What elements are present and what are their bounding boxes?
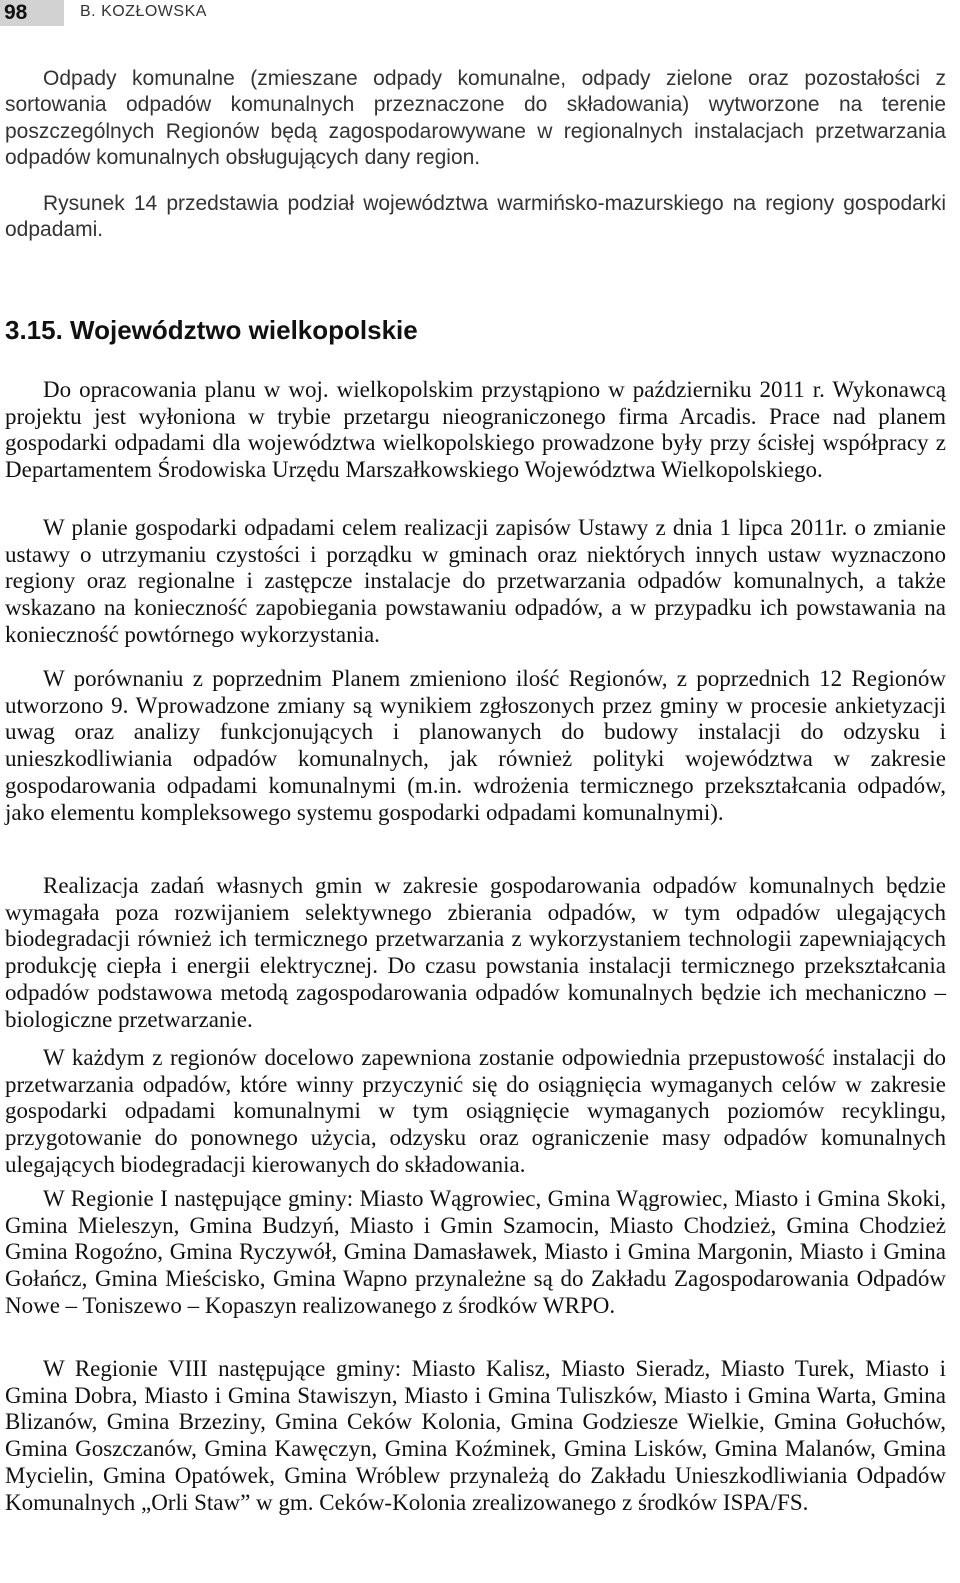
- intro-paragraph: Odpady komunalne (zmieszane odpady komunalne, odpady zielone oraz pozostałości z sortowania odpadów komunalnych przeznaczone do składowania) wytworzone na terenie poszczególnych Regionów będą zagospodarowywane w regionalnych instalacjach przetwarzania odpadów komunalnych obsługujących dany region.: [5, 67, 946, 169]
- body-paragraph: W każdym z regionów docelowo zapewniona zostanie odpowiednia przepustowość instalacji do przetwarzania odpadów, które winny przyczynić się do osiągnięcia wymaganych celów w zakresie gospodarki odpadami komunalnymi w tym osiągnięcie wymaganych poziomów recyklingu, przygotowanie do ponownego użycia, odzysku oraz ograniczenie masy odpadów komunalnych ulegających biodegradacji kierowanych do składowania.: [5, 1045, 946, 1177]
- body-paragraph: Realizacja zadań własnych gmin w zakresie gospodarowania odpadów komunalnych będzie wymagała poza rozwijaniem selektywnego zbierania odpadów, w tym odpadów ulegających biodegradacji również ich termicznego przetwarzania z wykorzystaniem technologii zapewniających produkcję ciepła i energii elektrycznej. Do czasu powstania instalacji termicznego przekształcania odpadów podstawowa metodą zagospodarowania odpadów komunalnych będzie ich mechaniczno – biologiczne przetwarzanie.: [5, 873, 946, 1032]
- body-paragraph: W porównaniu z poprzednim Planem zmieniono ilość Regionów, z poprzednich 12 Regionów utworzono 9. Wprowadzone zmiany są wynikiem zgłoszonych przez gminy w procesie ankietyzacji uwag oraz analizy funkcjonujących i planowanych do budowy instalacji do odzysku i unieszkodliwiania odpadów komunalnych, jak również polityki województwa w zakresie gospodarowania odpadami komunalnymi (m.in. wdrożenia termicznego przekształcania odpadów, jako elementu kompleksowego systemu gospodarki odpadami komunalnymi).: [5, 666, 946, 825]
- running-header: [0, 0, 960, 28]
- section-heading: 3.15. Województwo wielkopolskie: [5, 315, 418, 345]
- running-header-author: B. KOZŁOWSKA: [80, 3, 207, 20]
- body-paragraph: Do opracowania planu w woj. wielkopolskim przystąpiono w październiku 2011 r. Wykonawcą projektu jest wyłoniona w trybie przetargu nieograniczonego firma Arcadis. Prace nad planem gospodarki odpadami dla województwa wielkopolskiego prowadzone były przy ścisłej współpracy z Departamentem Środowiska Urzędu Marszałkowskiego Województwa Wielkopolskiego.: [5, 377, 946, 483]
- body-paragraph: W Regionie I następujące gminy: Miasto Wągrowiec, Gmina Wągrowiec, Miasto i Gmina Skoki, Gmina Mieleszyn, Gmina Budzyń, Miasto i Gmin Szamocin, Miasto Chodzież, Gmina Chodzież Gmina Rogoźno, Gmina Ryczywół, Gmina Damasławek, Miasto i Gmina Margonin, Miasto i Gmina Gołańcz, Gmina Mieścisko, Gmina Wapno przynależne są do Zakładu Zagospodarowania Odpadów Nowe – Toniszewo – Kopaszyn realizowanego z środków WRPO.: [5, 1186, 946, 1318]
- page-number: 98: [0, 0, 64, 26]
- body-paragraph: W planie gospodarki odpadami celem realizacji zapisów Ustawy z dnia 1 lipca 2011r. o zmianie ustawy o utrzymaniu czystości i porządku w gminach oraz niektórych innych ustaw wyznaczono regiony oraz regionalne i zastępcze instalacje do przetwarzania odpadów komunalnych, a także wskazano na konieczność zapobiegania powstawaniu odpadów, a w przypadku ich powstawania na konieczność powtórnego wykorzystania.: [5, 515, 946, 647]
- body-paragraph: W Regionie VIII następujące gminy: Miasto Kalisz, Miasto Sieradz, Miasto Turek, Miasto i Gmina Dobra, Miasto i Gmina Stawiszyn, Miasto i Gmina Tuliszków, Miasto i Gmina Warta, Gmina Blizanów, Gmina Brzeziny, Gmina Ceków Kolonia, Gmina Godziesze Wielkie, Gmina Gołuchów, Gmina Goszczanów, Gmina Kawęczyn, Gmina Koźminek, Gmina Lisków, Gmina Malanów, Gmina Mycielin, Gmina Opatówek, Gmina Wróblew przynależą do Zakładu Unieszkodliwiania Odpadów Komunalnych „Orli Staw” w gm. Ceków-Kolonia zrealizowanego z środków ISPA/FS.: [5, 1356, 946, 1515]
- intro-paragraph: Rysunek 14 przedstawia podział województwa warmińsko-mazurskiego na regiony gospodarki odpadami.: [5, 192, 946, 242]
